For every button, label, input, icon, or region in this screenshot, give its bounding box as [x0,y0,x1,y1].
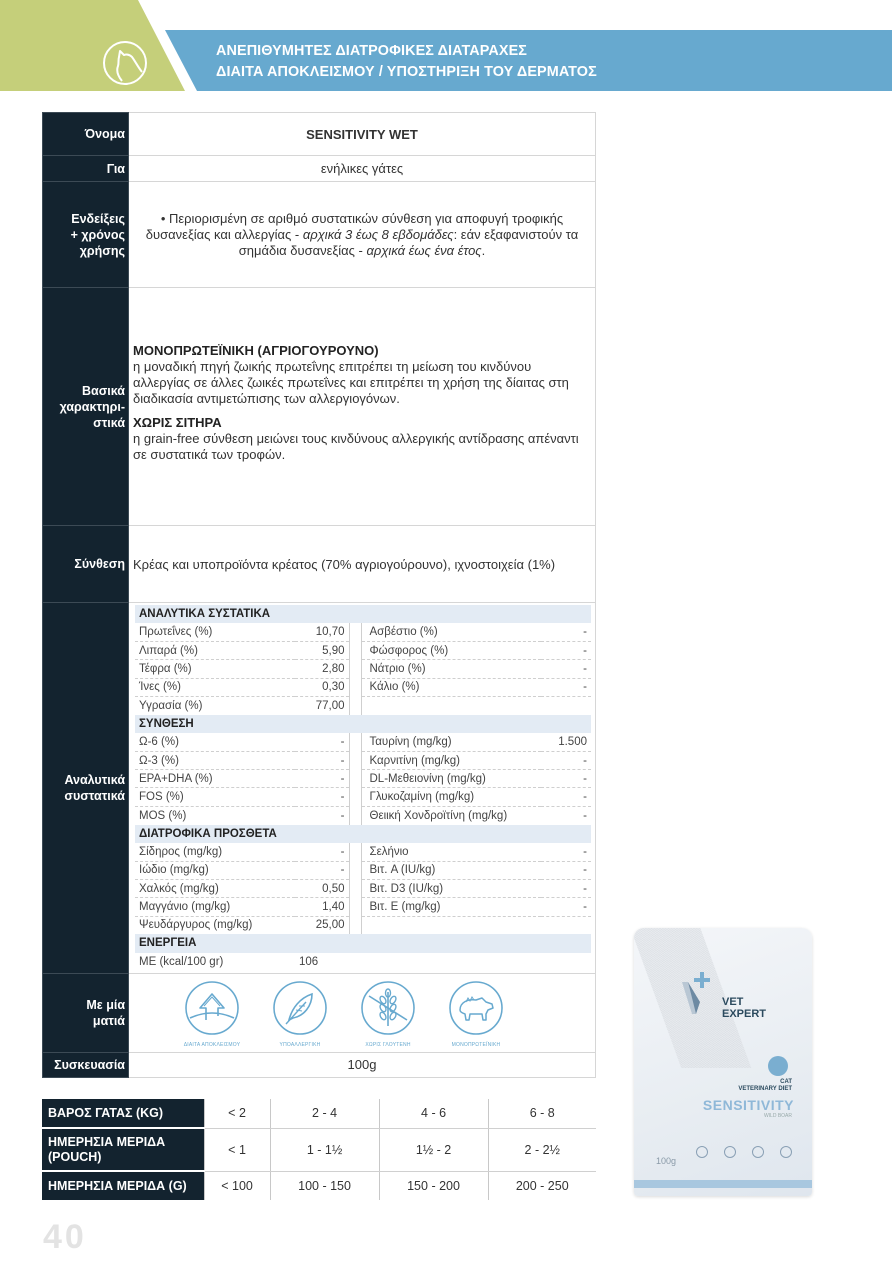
nutrient-name: Νάτριο (%) [361,660,541,678]
nutrient-value: - [541,660,591,678]
nutrient-name: Βιτ. A (IU/kg) [361,861,541,879]
label-line: ματιά [92,1013,125,1028]
label-line: Βασικά [82,383,125,398]
nutrient-value: - [295,861,349,879]
nutrient-name [361,696,541,714]
features-value [129,288,596,526]
nutrient-name: Ίνες (%) [135,678,295,696]
row-package [43,1052,596,1077]
nutrient-value: - [541,861,591,879]
label-analytical [43,603,129,974]
package-value: 100g [129,1052,596,1077]
nutrient-name: Χαλκός (mg/kg) [135,879,295,897]
nutrient-name: Ασβέστιο (%) [361,623,541,641]
brand-line: EXPERT [722,1008,767,1020]
label-indications [43,182,129,288]
feature-item [133,415,589,463]
nutrient-value: - [541,788,591,806]
nutrient-value: 1.500 [541,733,591,751]
label-line: χαρακτηρι- [59,399,125,414]
pouch-badge-icon [696,1146,708,1158]
pouch-bottom-band [634,1180,812,1188]
for-value: ενήλικες γάτες [129,156,596,182]
nutrient-value: 0,30 [295,678,349,696]
nutrient-name: Ιώδιο (mg/kg) [135,861,295,879]
nutrient-name: Ω-6 (%) [135,733,295,751]
row-analytical [43,603,596,974]
nutrient-value [541,696,591,714]
glance-label: ΧΩΡΙΣ ΓΛΟΥΤΕΝΗ [365,1041,411,1048]
feeding-cell: 200 - 250 [488,1171,596,1200]
feature-title: ΧΩΡΙΣ ΣΙΤΗΡΑ [133,414,222,430]
nutrient-name: DL-Μεθειονίνη (mg/kg) [361,770,541,788]
feeding-row-grams [42,1171,596,1200]
indications-text: : εάν εξαφανιστούν τα σημάδια δυσανεξίας - [238,226,579,258]
pouch-badge-icon [724,1146,736,1158]
feeding-cell: 2 - 4 [270,1099,379,1128]
label-package: Συσκευασία [43,1052,129,1077]
table-row [135,806,591,824]
feeding-cell: < 1 [204,1128,270,1171]
feeding-cell: 4 - 6 [379,1099,488,1128]
label-line: Με μία [86,997,125,1012]
nutrient-value: - [541,642,591,660]
indications-duration: αρχικά έως ένα έτος [366,242,482,258]
nutrient-name: Σελήνιο [361,843,541,861]
feature-title: ΜΟΝΟΠΡΩΤΕΪΝΙΚΗ (ΑΓΡΙΟΓΟΥΡΟΥΝΟ) [133,342,379,358]
header-green-band [0,0,185,91]
brand-line: VET [722,996,744,1008]
feather-icon [272,980,328,1036]
feeding-table [42,1099,596,1200]
nutrient-name: Θειική Χονδροϊτίνη (mg/kg) [361,806,541,824]
arrow-up-hill-icon [184,980,240,1036]
pouch-species [738,1079,792,1093]
nutrient-name: EPA+DHA (%) [135,770,295,788]
nutrient-value: - [541,843,591,861]
table-row [135,751,591,769]
feeding-cell: < 100 [204,1171,270,1200]
nutrient-name: FOS (%) [135,788,295,806]
label-line: Ενδείξεις [71,211,125,226]
nutrient-value: 1,40 [295,898,349,916]
table-row [135,642,591,660]
label-line: συστατικά [64,788,125,803]
nutrient-value: - [295,843,349,861]
glance-label: ΥΠΟΑΛΛΕΡΓΙΚΗ [279,1041,321,1048]
label-name: Όνομα [43,113,129,156]
feeding-cell: 6 - 8 [488,1099,596,1128]
nutrient-name: Καρνιτίνη (mg/kg) [361,751,541,769]
cat-head-icon [101,39,149,87]
pouch-badge-icon [752,1146,764,1158]
row-for [43,156,596,182]
vet-expert-logo-icon [680,968,710,1018]
feature-item [133,343,589,407]
analytical-value [129,603,596,974]
feeding-cell: < 2 [204,1099,270,1128]
table-row [135,696,591,714]
section-heading: ΕΝΕΡΓΕΙΑ [135,934,591,952]
nutrient-name: Κάλιο (%) [361,678,541,696]
nutrient-value: 5,90 [295,642,349,660]
table-row [135,788,591,806]
glance-label: ΔΙΑΙΤΑ ΑΠΟΚΛΕΙΣΜΟΥ [183,1041,241,1048]
table-row [135,898,591,916]
header-title-line1: ΑΝΕΠΙΘΥΜΗΤΕΣ ΔΙΑΤΡΟΦΙΚΕΣ ΔΙΑΤΑΡΑΧΕΣ [216,42,528,59]
table-row [135,660,591,678]
cat-icon [768,1056,788,1076]
glance-item [173,980,251,1048]
page-header-title [216,40,597,82]
section-heading: ΑΝΑΛΥΤΙΚΑ ΣΥΣΤΑΤΙΚΑ [135,605,591,623]
nutrient-value: 10,70 [295,623,349,641]
indications-duration: αρχικά 3 έως 8 εβδομάδες [302,226,454,242]
nutrient-name: Σίδηρος (mg/kg) [135,843,295,861]
nutrient-value: - [541,678,591,696]
feeding-row-label: ΗΜΕΡΗΣΙΑ ΜΕΡΙΔΑ (G) [42,1171,204,1200]
nutrient-name: Ω-3 (%) [135,751,295,769]
nutrient-name: Τέφρα (%) [135,660,295,678]
nutrient-value: - [295,788,349,806]
table-row [135,623,591,641]
table-row [135,770,591,788]
nutrient-value [541,916,591,934]
table-row [135,916,591,934]
header-title-line2: ΔΙΑΙΤΑ ΑΠΟΚΛΕΙΣΜΟΥ / ΥΠΟΣΤΗΡΙΞΗ ΤΟΥ ΔΕΡΜΑΤΟΣ [216,63,597,80]
feeding-cell: 2 - 2½ [488,1128,596,1171]
wild-boar-icon [448,980,504,1036]
product-pouch-image [634,928,812,1196]
glance-item [261,980,339,1048]
nutrient-value: - [541,879,591,897]
label-features [43,288,129,526]
table-row [135,678,591,696]
nutrient-name: Υγρασία (%) [139,699,203,712]
feeding-row-label: ΗΜΕΡΗΣΙΑ ΜΕΡΙΔΑ (POUCH) [42,1128,204,1171]
feeding-row-weight [42,1099,596,1128]
glance-item [349,980,427,1048]
feeding-row-label: ΒΑΡΟΣ ΓΑΤΑΣ (KG) [42,1099,204,1128]
label-line: + χρόνος [70,227,125,242]
page-number: 40 [43,1218,87,1256]
feeding-cell: 150 - 200 [379,1171,488,1200]
nutrient-name: Ψευδάργυρος (mg/kg) [139,919,253,932]
energy-name: ME (kcal/100 gr) [139,955,224,968]
pouch-variant: WILD BOAR [763,1113,792,1119]
glance-label: ΜΟΝΟΠΡΩΤΕΪΝΙΚΗ [451,1041,501,1048]
table-row [135,953,591,971]
label-line: χρήσης [79,243,125,258]
nutrient-value: 77,00 [295,696,349,714]
section-heading: ΣΥΝΘΕΣΗ [135,715,591,733]
nutrient-value: - [541,898,591,916]
no-wheat-icon [360,980,416,1036]
feeding-cell: 100 - 150 [270,1171,379,1200]
product-name: SENSITIVITY WET [129,113,596,156]
nutrient-value: - [541,623,591,641]
indications-text: . [481,242,486,258]
pouch-badge-icon [780,1146,792,1158]
section-heading: ΔΙΑΤΡΟΦΙΚΑ ΠΡΟΣΘΕΤΑ [135,825,591,843]
table-row [135,843,591,861]
pouch-product-name: SENSITIVITY [702,1097,794,1113]
label-line: στικά [93,415,125,430]
nutrient-value: - [295,806,349,824]
feature-text: η μοναδική πηγή ζωικής πρωτεΐνης επιτρέπει τη μείωση του κινδύνου αλλεργίας σε άλλες ζωικές πρωτεΐνες και επιτρέπει τη χρήση της δίαιτας στη διαδικασία αντιμετώπισης των αλλεργιογόνων. [133,358,569,406]
row-name [43,113,596,156]
label-line: Αναλυτικά [64,772,125,787]
glance-icons [129,973,596,1052]
nutrient-name: MOS (%) [139,809,187,822]
feeding-row-pouch [42,1128,596,1171]
glance-item [437,980,515,1048]
pouch-brand [722,996,766,1020]
nutrient-name: Ταυρίνη (mg/kg) [361,733,541,751]
feature-text: η grain-free σύνθεση μειώνει τους κινδύνους αλλεργικής αντίδρασης απέναντι σε συστατικά των τροφών. [133,430,579,462]
row-composition [43,526,596,603]
nutrient-value: 0,50 [295,879,349,897]
table-row [135,861,591,879]
feeding-cell: 1½ - 2 [379,1128,488,1171]
product-spec-table [42,112,596,1078]
indications-text: • Περιορισμένη σε αριθμό συστατικών σύνθεση για αποφυγή τροφικής δυσανεξίας και αλλεργίας - [145,210,564,242]
nutrient-name: Πρωτεΐνες (%) [135,623,295,641]
nutrient-value: - [541,770,591,788]
row-indications [43,182,596,288]
nutrient-name [361,916,541,934]
indications-value [129,182,596,288]
nutrient-name: Βιτ. D3 (IU/kg) [361,879,541,897]
nutrient-value: - [583,809,587,822]
row-glance [43,973,596,1052]
nutrient-name: Φώσφορος (%) [361,642,541,660]
nutrient-value: - [295,770,349,788]
table-row [135,733,591,751]
table-row [135,879,591,897]
nutrient-value: 2,80 [295,660,349,678]
nutrient-value: 25,00 [295,916,349,934]
feeding-cell: 1 - 1½ [270,1128,379,1171]
row-features [43,288,596,526]
diet-type-label: VETERINARY DIET [738,1086,792,1092]
nutrient-name: Μαγγάνιο (mg/kg) [135,898,295,916]
analytical-table [135,605,591,971]
pouch-weight: 100g [656,1156,677,1166]
nutrient-value: - [295,751,349,769]
nutrient-name: Γλυκοζαμίνη (mg/kg) [361,788,541,806]
nutrient-value: - [541,751,591,769]
energy-value: 106 [299,955,319,968]
species-label: CAT [780,1079,792,1085]
label-for: Για [43,156,129,182]
label-composition: Σύνθεση [43,526,129,603]
composition-value: Κρέας και υποπροϊόντα κρέατος (70% αγριογούρουνο), ιχνοστοιχεία (1%) [129,526,596,603]
nutrient-name: Λιπαρά (%) [135,642,295,660]
nutrient-value: - [295,733,349,751]
nutrient-name: Βιτ. E (mg/kg) [361,898,541,916]
